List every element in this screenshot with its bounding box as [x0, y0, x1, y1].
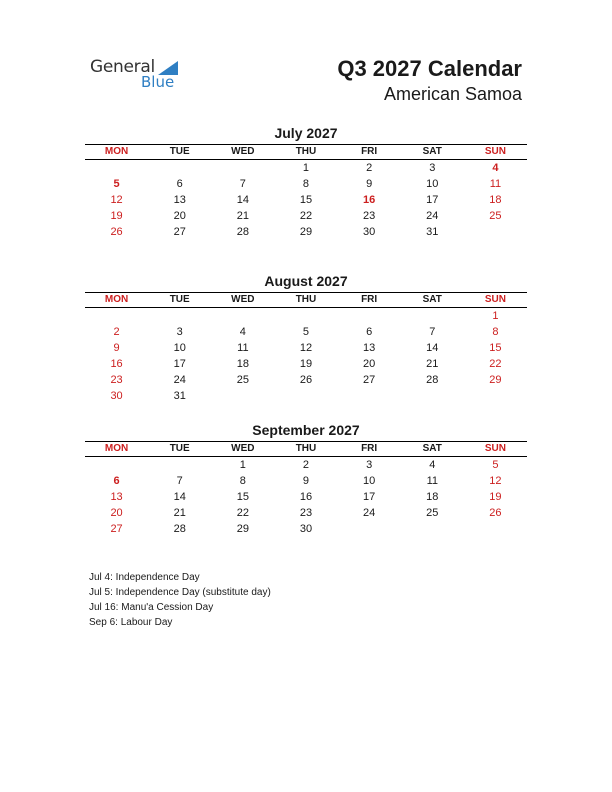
- day-cell: 2: [366, 162, 373, 174]
- day-cell: [274, 388, 337, 404]
- day-cell: 5: [113, 178, 120, 190]
- month-august: [85, 273, 527, 404]
- weekday-header: FRI: [361, 294, 378, 305]
- day-cell: 18: [236, 358, 249, 370]
- logo-blue-text: Blue: [141, 73, 175, 91]
- month-title: September 2027: [252, 422, 360, 438]
- day-cell: 28: [426, 374, 439, 386]
- week-row: [85, 208, 527, 224]
- day-cell: 26: [110, 226, 123, 238]
- weekday-header: TUE: [169, 146, 190, 157]
- day-cell: 16: [299, 491, 313, 503]
- logo-general-text: General: [90, 57, 155, 77]
- day-cell: 16: [363, 194, 376, 206]
- day-cell: 29: [489, 374, 502, 386]
- day-cell: 17: [363, 491, 376, 503]
- day-cell: 15: [489, 342, 502, 354]
- weekday-header: SAT: [422, 294, 442, 305]
- week-row: [85, 457, 527, 473]
- day-cell: 11: [426, 475, 438, 487]
- weekday-header: THU: [295, 294, 317, 305]
- day-cell: 1: [239, 459, 246, 471]
- month-july: [85, 125, 527, 240]
- day-cell: 3: [429, 162, 436, 174]
- day-cell: 11: [237, 342, 249, 354]
- day-cell: 8: [302, 178, 310, 190]
- day-cell: 26: [299, 374, 313, 386]
- day-cell: 19: [110, 210, 123, 222]
- weekday-header: TUE: [169, 443, 190, 454]
- weekday-header: THU: [295, 146, 317, 157]
- day-cell: 16: [110, 358, 123, 370]
- day-cell: 19: [489, 491, 502, 503]
- day-cell: 14: [236, 194, 249, 206]
- day-cell: 6: [113, 475, 120, 487]
- day-cell: 19: [299, 358, 313, 370]
- weekday-header: SUN: [484, 146, 506, 157]
- day-cell: 28: [236, 226, 249, 238]
- week-row: [85, 388, 527, 404]
- holiday-item: Jul 4: Independence Day: [89, 572, 200, 583]
- day-cell: 27: [110, 523, 123, 535]
- day-cell: 18: [426, 491, 439, 503]
- page-subtitle: American Samoa: [383, 84, 522, 104]
- day-cell: [85, 308, 148, 324]
- day-cell: [464, 521, 527, 537]
- weekday-header: MON: [104, 443, 129, 454]
- holiday-item: Jul 5: Independence Day (substitute day): [89, 587, 271, 598]
- day-cell: 14: [173, 491, 186, 503]
- day-cell: [401, 388, 464, 404]
- day-cell: 5: [492, 459, 499, 471]
- weekday-header-row: [85, 292, 527, 308]
- day-cell: [85, 160, 148, 176]
- day-cell: 17: [426, 194, 439, 206]
- day-cell: 4: [239, 326, 246, 338]
- weekday-header: FRI: [361, 443, 378, 454]
- day-cell: 31: [173, 390, 186, 402]
- week-row: [85, 356, 527, 372]
- day-cell: 9: [113, 342, 120, 354]
- page-title: Q3 2027 Calendar: [337, 56, 522, 81]
- day-cell: 13: [173, 194, 186, 206]
- day-cell: 6: [366, 326, 373, 338]
- day-cell: 12: [489, 475, 502, 487]
- month-title: August 2027: [264, 273, 348, 289]
- day-cell: 21: [426, 358, 439, 370]
- week-row: [85, 324, 527, 340]
- day-cell: 23: [299, 507, 313, 519]
- weekday-header: MON: [104, 294, 129, 305]
- day-cell: 4: [492, 162, 499, 174]
- day-cell: 22: [236, 507, 249, 519]
- weekday-header: TUE: [169, 294, 190, 305]
- week-row: [85, 176, 527, 192]
- day-cell: [148, 457, 211, 473]
- day-cell: 3: [176, 326, 183, 338]
- weekday-header: SUN: [484, 294, 506, 305]
- day-cell: 9: [302, 475, 310, 487]
- day-cell: 9: [366, 178, 373, 190]
- holiday-list: [89, 570, 271, 630]
- day-cell: 3: [366, 459, 373, 471]
- day-cell: [338, 388, 401, 404]
- day-cell: 17: [173, 358, 186, 370]
- day-cell: 29: [299, 226, 313, 238]
- day-cell: 13: [110, 491, 123, 503]
- day-cell: 21: [173, 507, 186, 519]
- weekday-header: SAT: [422, 443, 442, 454]
- weekday-header: MON: [104, 146, 129, 157]
- weekday-header: WED: [231, 146, 255, 157]
- day-cell: 30: [299, 523, 313, 535]
- day-cell: 11: [489, 178, 502, 190]
- day-cell: 23: [110, 374, 123, 386]
- week-row: [85, 340, 527, 356]
- day-cell: [338, 521, 401, 537]
- day-cell: 25: [489, 210, 502, 222]
- weekday-header: THU: [295, 443, 317, 454]
- day-cell: 22: [489, 358, 502, 370]
- day-cell: 13: [363, 342, 376, 354]
- week-row: [85, 224, 527, 240]
- day-cell: 15: [299, 194, 313, 206]
- day-cell: 25: [426, 507, 439, 519]
- day-cell: 14: [426, 342, 439, 354]
- day-cell: 10: [173, 342, 186, 354]
- general-blue-logo: [90, 57, 190, 97]
- day-cell: 2: [302, 459, 310, 471]
- day-cell: 2: [113, 326, 120, 338]
- day-cell: 8: [239, 475, 246, 487]
- week-row: [85, 505, 527, 521]
- day-cell: 7: [429, 326, 436, 338]
- day-cell: [211, 160, 274, 176]
- day-cell: [85, 457, 148, 473]
- weekday-header: FRI: [361, 146, 378, 157]
- day-cell: 23: [363, 210, 376, 222]
- day-cell: 30: [363, 226, 376, 238]
- day-cell: [401, 308, 464, 324]
- day-cell: [148, 308, 211, 324]
- weekday-header: SAT: [422, 146, 442, 157]
- day-cell: 5: [302, 326, 310, 338]
- week-row: [85, 372, 527, 388]
- day-cell: 12: [299, 342, 313, 354]
- day-cell: 18: [489, 194, 502, 206]
- day-cell: 26: [489, 507, 502, 519]
- week-row: [85, 160, 527, 176]
- day-cell: [338, 308, 401, 324]
- weekday-header: WED: [231, 294, 255, 305]
- day-cell: 20: [110, 507, 123, 519]
- day-cell: 24: [363, 507, 376, 519]
- weekday-header: SUN: [484, 443, 506, 454]
- month-title: July 2027: [274, 125, 338, 141]
- day-cell: 24: [426, 210, 439, 222]
- day-cell: [211, 308, 274, 324]
- day-cell: 7: [239, 178, 246, 190]
- day-cell: [274, 308, 337, 324]
- day-cell: 30: [110, 390, 123, 402]
- day-cell: [148, 160, 211, 176]
- day-cell: 29: [236, 523, 249, 535]
- day-cell: 8: [492, 326, 499, 338]
- day-cell: [211, 388, 274, 404]
- day-cell: 21: [236, 210, 249, 222]
- day-cell: 24: [173, 374, 186, 386]
- day-cell: 20: [173, 210, 186, 222]
- holiday-item: Jul 16: Manu'a Cession Day: [89, 602, 214, 613]
- weekday-header-row: [85, 441, 527, 457]
- holiday-item: Sep 6: Labour Day: [89, 617, 173, 628]
- day-cell: 25: [236, 374, 249, 386]
- day-cell: 31: [426, 226, 439, 238]
- day-cell: 15: [236, 491, 249, 503]
- day-cell: 12: [110, 194, 123, 206]
- day-cell: 20: [363, 358, 376, 370]
- week-row: [85, 489, 527, 505]
- day-cell: 7: [176, 475, 183, 487]
- week-row: [85, 192, 527, 208]
- day-cell: 1: [492, 310, 499, 322]
- day-cell: [464, 388, 527, 404]
- week-row: [85, 308, 527, 324]
- day-cell: 1: [302, 162, 310, 174]
- day-cell: 27: [363, 374, 376, 386]
- week-row: [85, 473, 527, 489]
- day-cell: 27: [173, 226, 186, 238]
- weekday-header-row: [85, 144, 527, 160]
- day-cell: 10: [426, 178, 439, 190]
- day-cell: 22: [299, 210, 313, 222]
- day-cell: 10: [363, 475, 376, 487]
- day-cell: 6: [176, 178, 183, 190]
- day-cell: 28: [173, 523, 186, 535]
- day-cell: [401, 521, 464, 537]
- day-cell: [464, 224, 527, 240]
- weekday-header: WED: [231, 443, 255, 454]
- month-september: [85, 422, 527, 537]
- day-cell: 4: [429, 459, 436, 471]
- week-row: [85, 521, 527, 537]
